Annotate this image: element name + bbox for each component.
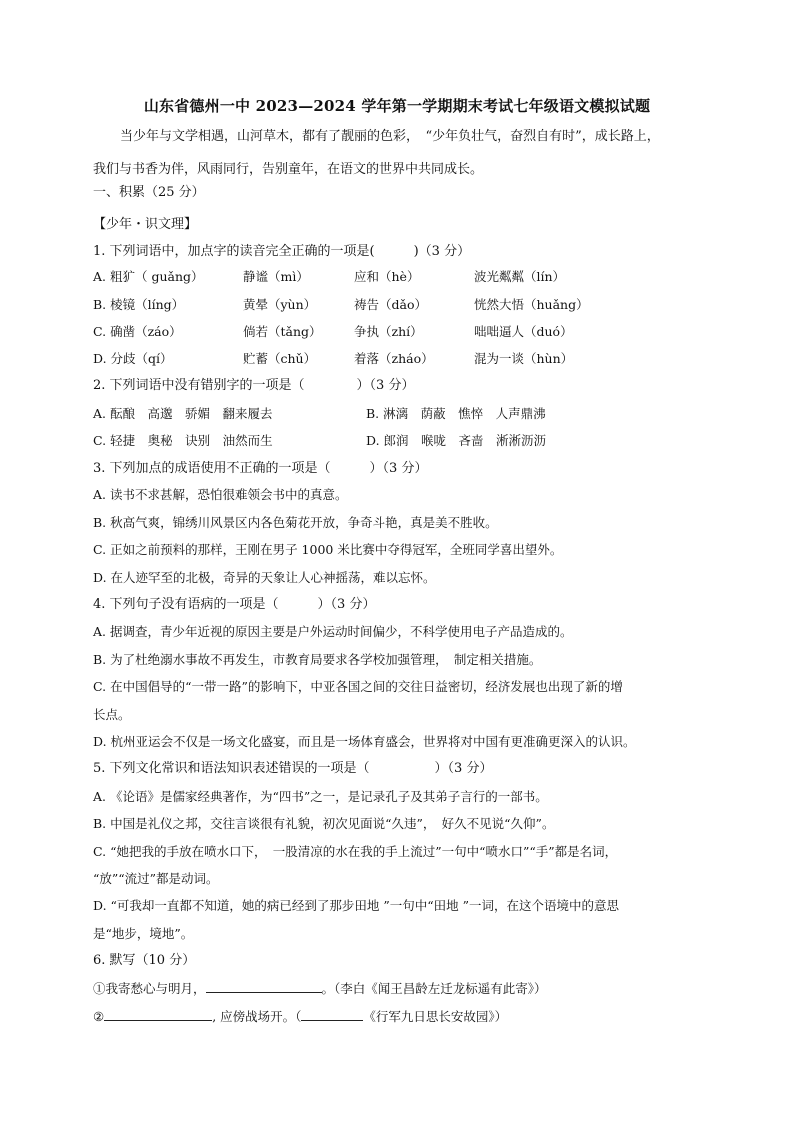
q5-option-b: B. 中国是礼仪之邦，交往言谈很有礼貌，初次见面说“久违”， 好久不见说“久仰”。 [93, 816, 555, 831]
q2-option-c: C. 轻捷 奥秘 诀别 油然而生 [93, 433, 273, 448]
q5-option-d-cont: 是“地步，境地”。 [93, 926, 194, 941]
q1-option-b4: 恍然大悟（huǎng） [474, 297, 589, 312]
q1-option-c4: 咄咄逼人（duó） [474, 324, 573, 339]
q6-line-2-prefix: ② [93, 1009, 105, 1024]
q1-option-d1: D. 分歧（qí） [93, 351, 173, 366]
section-heading: 一、积累（25 分） [93, 185, 205, 200]
q1-option-a3: 应和（hè） [354, 269, 420, 284]
q5-option-d: D. “可我却一直都不知道，她的病已经到了那步田地 ”一句中“田地 ”一词，在这个语境中的意思 [93, 898, 620, 913]
q1-option-d3: 着落（zháo） [354, 351, 434, 366]
intro-line-1: 当少年与文学相遇，山河草木，都有了靓丽的色彩， “少年负壮气，奋烈自有时”，成长路上， [120, 129, 660, 144]
q1-option-b2: 黄晕（yùn） [243, 297, 317, 312]
intro-line-2: 我们与书香为伴，风雨同行，告别童年，在语文的世界中共同成长。 [93, 162, 484, 177]
q3-stem: 3. 下列加点的成语使用不正确的一项是（ ）（3 分） [93, 461, 428, 476]
answer-blank-3[interactable] [301, 1007, 363, 1021]
q1-option-c1: C. 确凿（záo） [93, 324, 182, 339]
q6-line-2-suffix: 《行军九日思长安故园》） [363, 1009, 508, 1024]
q4-option-c-cont: 长点。 [93, 707, 131, 722]
q1-option-d2: 贮蓄（chǔ） [243, 351, 317, 366]
q2-option-d: D. 郎润 喉咙 吝啬 淅淅沥沥 [366, 433, 547, 448]
q3-option-b: B. 秋高气爽，锦绣川风景区内各色菊花开放，争奇斗艳，真是美不胜收。 [93, 515, 498, 530]
q6-stem: 6. 默写（10 分） [93, 953, 196, 968]
q6-line-1 [93, 979, 547, 998]
q2-stem: 2. 下列词语中没有错别字的一项是（ ）（3 分） [93, 378, 415, 393]
q1-option-a4: 波光粼粼（lín） [474, 269, 566, 284]
q1-stem: 1. 下列词语中，加点字的读音完全正确的一项是( )（3 分） [93, 244, 471, 259]
q4-option-d: D. 杭州亚运会不仅是一场文化盛宴，而且是一场体育盛会，世界将对中国有更准确更深入的认识。 [93, 734, 636, 749]
q2-option-a: A. 酝酿 高邈 骄媚 翻来履去 [93, 406, 273, 421]
q6-line-2 [93, 1007, 507, 1026]
q1-option-a1: A. 粗犷（ guǎng） [93, 269, 204, 284]
q1-option-d4: 混为一谈（hùn） [474, 351, 574, 366]
q5-stem: 5. 下列文化常识和语法知识表述错误的一项是（ ）（3 分） [93, 761, 493, 776]
q4-stem: 4. 下列句子没有语病的一项是（ ）（3 分） [93, 597, 376, 612]
q5-option-c-cont: “放”“流过”都是动词。 [93, 871, 219, 886]
q5-option-c: C. “她把我的手放在喷水口下， 一股清凉的水在我的手上流过”一句中“喷水口”“手”都是名词， [93, 844, 618, 859]
q6-line-1-prefix: ①我寄愁心与明月， [93, 981, 206, 996]
q4-option-c: C. 在中国倡导的“一带一路”的影响下，中亚各国之间的交往日益密切，经济发展也出现了新的增 [93, 679, 623, 694]
q2-option-b: B. 淋漓 荫蔽 憔悴 人声鼎沸 [366, 406, 546, 421]
q5-option-a: A. 《论语》是儒家经典著作，为“四书”之一，是记录孔子及其弟子言行的一部书。 [93, 789, 548, 804]
page-title: 山东省德州一中 2023—2024 学年第一学期期末考试七年级语文模拟试题 [143, 97, 651, 115]
q1-option-b1: B. 棱镜（líng） [93, 297, 185, 312]
q4-option-a: A. 据调查，青少年近视的原因主要是户外运动时间偏少，不科学使用电子产品造成的。 [93, 624, 573, 639]
q6-line-2-middle: , 应傍战场开。（ [212, 1009, 302, 1024]
q1-option-c2: 倘若（tǎng） [243, 324, 322, 339]
q3-option-d: D. 在人迹罕至的北极，奇异的天象让人心神摇荡，难以忘怀。 [93, 570, 436, 585]
q3-option-a: A. 读书不求甚解，恐怕很难领会书中的真意。 [93, 487, 348, 502]
q1-option-c3: 争执（zhí） [354, 324, 423, 339]
q4-option-b: B. 为了杜绝溺水事故不再发生，市教育局要求各学校加强管理， 制定相关措施。 [93, 652, 542, 667]
q3-option-c: C. 正如之前预料的那样，王刚在男子 1000 米比赛中夺得冠军，全班同学喜出望外。 [93, 542, 563, 557]
q1-option-a2: 静谧（mì） [243, 269, 309, 284]
q6-line-1-suffix: 。（李白《闻王昌龄左迁龙标遥有此寄》） [321, 981, 547, 996]
answer-blank-1[interactable] [206, 979, 322, 993]
answer-blank-2[interactable] [104, 1007, 212, 1021]
subsection-heading: 【少年・识文理】 [93, 217, 198, 232]
q1-option-b3: 祷告（dǎo） [354, 297, 427, 312]
